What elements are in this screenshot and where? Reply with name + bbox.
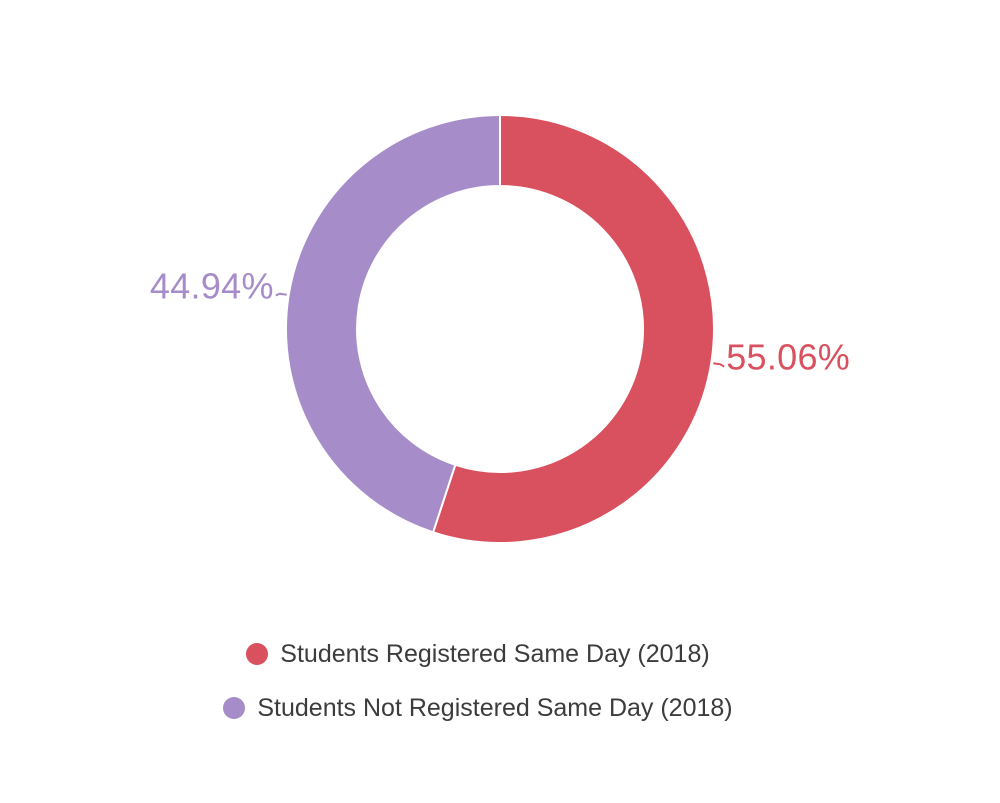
legend-item-not-registered[interactable] bbox=[223, 688, 732, 728]
legend-marker-purple-icon bbox=[223, 697, 245, 719]
label-connector-1 bbox=[276, 294, 287, 296]
legend-marker-red-icon bbox=[246, 643, 268, 665]
label-connector-0 bbox=[713, 363, 724, 366]
slice-value-label-registered: 55.06% bbox=[726, 336, 851, 378]
chart-legend bbox=[0, 634, 1000, 728]
legend-label-not-registered: Students Not Registered Same Day (2018) bbox=[257, 693, 733, 722]
legend-item-registered[interactable] bbox=[246, 634, 709, 674]
legend-label-registered: Students Registered Same Day (2018) bbox=[280, 639, 710, 668]
slice-value-label-not-registered: 44.94% bbox=[149, 265, 274, 307]
